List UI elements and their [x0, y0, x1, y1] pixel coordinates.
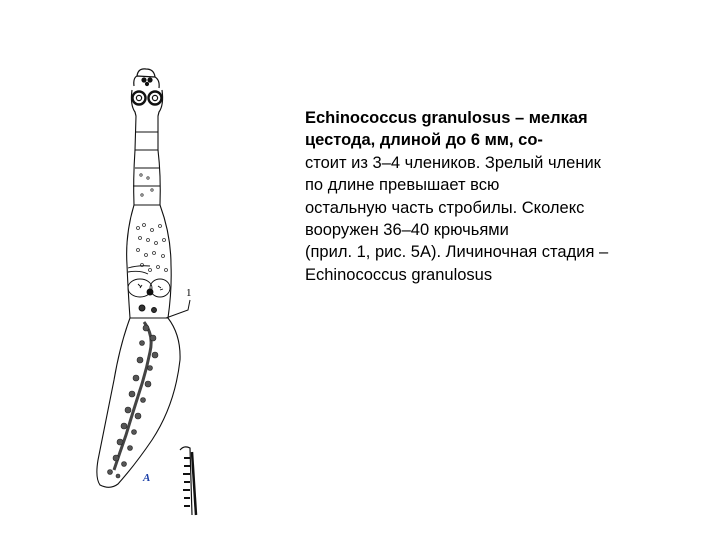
tapeworm-drawing — [80, 60, 220, 520]
text-line: стоит из 3–4 члеников. Зрелый членик — [305, 153, 601, 172]
text-line: по длине превышает всю — [305, 176, 500, 195]
adjacent-segment — [180, 447, 196, 515]
figure-pointer-label: 1 — [186, 287, 192, 299]
text-line: вооружен 36–40 крючьями — [305, 221, 509, 240]
echinococcus-illustration — [80, 60, 220, 520]
text-line: (прил. 1, рис. 5А). Личиночная стадия – — [305, 243, 609, 262]
scolex — [131, 69, 162, 116]
gravid-segment — [97, 318, 180, 487]
text-line: цестода, длиной до 6 мм, со- — [305, 131, 543, 150]
testes-dots — [137, 174, 168, 272]
text-line: Echinococcus granulosus — [305, 265, 493, 284]
text-line: остальную часть стробилы. Сколекс — [305, 198, 585, 217]
figure-panel-label: А — [143, 472, 151, 484]
description-text — [305, 107, 665, 286]
text-line: Echinococcus granulosus – мелкая — [305, 109, 588, 127]
reproductive-organs — [128, 266, 170, 313]
neck-segments — [127, 116, 172, 318]
uterus-branches — [108, 322, 159, 478]
